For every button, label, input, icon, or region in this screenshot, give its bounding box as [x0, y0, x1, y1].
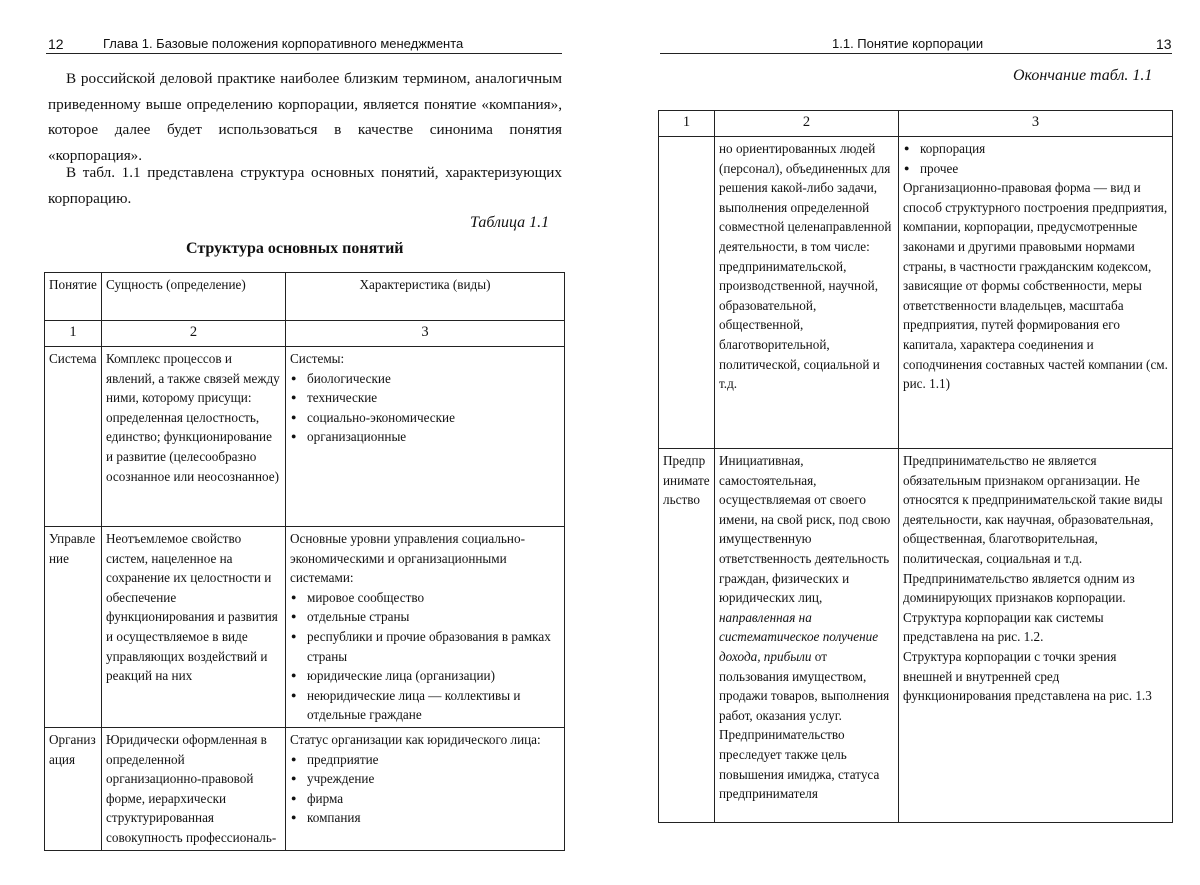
- concepts-table: [44, 272, 565, 851]
- definition-cell: Юридически оформленная в определенной организационно-правовой форме, иерархически структурированная совокупность профессиональ-: [102, 727, 286, 850]
- list-item: ● отдельные страны: [290, 607, 560, 627]
- column-number-row: [659, 111, 1173, 137]
- col-number-2: 2: [715, 111, 899, 137]
- header-cell-definition: Сущность (определение): [102, 273, 286, 321]
- list-item: ● предприятие: [290, 750, 560, 770]
- col-number-1: 1: [659, 111, 715, 137]
- definition-cell: Неотъемлемое свойство систем, нацеленное на сохранение их целостности и обеспечение функционирования и развития и осуществляемое в виде управляющих воздействий и реакций на них: [102, 527, 286, 728]
- term-cell: Предпринимательство: [659, 449, 715, 823]
- table-continuation-label: Окончание табл. 1.1: [1013, 67, 1153, 84]
- table-row: [45, 347, 565, 527]
- definition-text-continued: от пользования имуществом, продажи товаров, выполнения работ, оказания услуг. Предпринимательство преследует также цель повышения имиджа, статуса предпринимателя: [719, 648, 890, 802]
- term-cell: [659, 137, 715, 449]
- col-number-2: 2: [102, 321, 286, 347]
- running-head-right: 1.1. Понятие корпорации: [832, 36, 984, 51]
- paragraph-2: В табл. 1.1 представлена структура основных понятий, характеризующих корпорацию.: [48, 164, 562, 207]
- list-item: ● учреждение: [290, 769, 560, 789]
- header-cell-term: Понятие: [45, 273, 102, 321]
- table-row: [659, 137, 1173, 449]
- page-number-left: 12: [48, 36, 64, 52]
- definition-cell: [715, 449, 899, 823]
- characteristics-cell: [286, 347, 565, 527]
- concepts-table-continued: [658, 110, 1173, 823]
- characteristics-intro: Статус организации как юридического лица:: [290, 731, 541, 747]
- definition-cell: но ориентированных людей (персонал), объединенных для решения какой-либо задачи, выполнения определенной совместной целенаправленной деятельности, в том числе: предпринимательской, производственной, научной, образовательной, общественной, благотворительной, политической, социальной и т.д.: [715, 137, 899, 449]
- characteristics-paragraph: Структура корпорации как системы представлена на рис. 1.2.: [903, 609, 1104, 645]
- characteristics-cell: [286, 727, 565, 850]
- definition-text: Инициативная, самостоятельная, осуществляемая от своего имени, на свой риск, под свою имущественную ответственность деятельность граждан, физических и юридических лиц,: [719, 453, 891, 606]
- paragraph-1: В российской деловой практике наиболее близким термином, аналогичным приведенному выше определению корпорации, является понятие «компания», которое далее будет использоваться в качестве синонима понятия «корпорация».: [48, 70, 562, 164]
- list-item: ● технические: [290, 388, 560, 408]
- header-rule-right: [660, 53, 1172, 54]
- list-item: ● прочее: [903, 159, 1168, 179]
- list-item: ● фирма: [290, 789, 560, 809]
- col-number-1: 1: [45, 321, 102, 347]
- characteristics-cell: [899, 137, 1173, 449]
- characteristics-cell: [899, 449, 1173, 823]
- definition-cell: Комплекс процессов и явлений, а также связей между ними, которому присущи: определенная целостность, единство; функционирование и развитие (целесообразно осознанное или неосознанное): [102, 347, 286, 527]
- header-cell-characteristics: Характеристика (виды): [286, 273, 565, 321]
- list-item: ● корпорация: [903, 139, 1168, 159]
- characteristics-text: Организационно-правовая форма — вид и способ структурного построения предприятия, компании, корпорации, предусмотренные законами и другими правовыми нормами страны, в частности гражданским кодексом, зависящие от формы собственности, меры ответственности владельцев, масштаба предприятия, путей формирования его капитала, характера соединения и соподчинения составных частей компании (см. рис. 1.1): [903, 180, 1168, 392]
- characteristics-list: [290, 588, 560, 725]
- list-item: ● биологические: [290, 369, 560, 389]
- list-item: ● республики и прочие образования в рамках страны: [290, 627, 560, 666]
- list-item: ● социально-экономические: [290, 408, 560, 428]
- col-number-3: 3: [899, 111, 1173, 137]
- table-title: Структура основных понятий: [186, 240, 404, 257]
- list-item: ● неюридические лица — коллективы и отдельные граждане: [290, 686, 560, 725]
- characteristics-intro: Основные уровни управления социально-экономическими и организационными системами:: [290, 531, 525, 586]
- table-header-row: [45, 273, 565, 321]
- list-item: ● юридические лица (организации): [290, 666, 560, 686]
- characteristics-paragraph: Структура корпорации с точки зрения внешней и внутренней сред функционирования представлена на рис. 1.3: [903, 648, 1152, 704]
- table-row: [45, 527, 565, 728]
- page-number-right: 13: [1156, 36, 1172, 52]
- table-label: Таблица 1.1: [470, 214, 550, 231]
- characteristics-list: [903, 139, 1168, 178]
- characteristics-list: [290, 750, 560, 828]
- table-row: [659, 449, 1173, 823]
- characteristics-paragraph: Предпринимательство является одним из доминирующих признаков корпорации.: [903, 570, 1135, 606]
- column-number-row: [45, 321, 565, 347]
- header-rule-left: [46, 53, 562, 54]
- definition-italic-text: направленная на систематическое получение дохода, прибыли: [719, 609, 879, 664]
- col-number-3: 3: [286, 321, 565, 347]
- table-row: [45, 727, 565, 850]
- list-item: ● мировое сообщество: [290, 588, 560, 608]
- list-item: ● компания: [290, 808, 560, 828]
- running-head-left: Глава 1. Базовые положения корпоративного менеджмента: [103, 36, 464, 51]
- characteristics-paragraph: Предпринимательство не является обязательным признаком организации. Не относятся к предпринимательской такие виды деятельности, как научная, образовательная, общественная, благотворительная, политическая, социальная и т.д.: [903, 453, 1163, 566]
- term-cell: Система: [45, 347, 102, 527]
- term-cell: Организация: [45, 727, 102, 850]
- characteristics-intro: Системы:: [290, 351, 345, 366]
- term-cell: Управление: [45, 527, 102, 728]
- list-item: ● организационные: [290, 427, 560, 447]
- characteristics-list: [290, 369, 560, 447]
- characteristics-cell: [286, 527, 565, 728]
